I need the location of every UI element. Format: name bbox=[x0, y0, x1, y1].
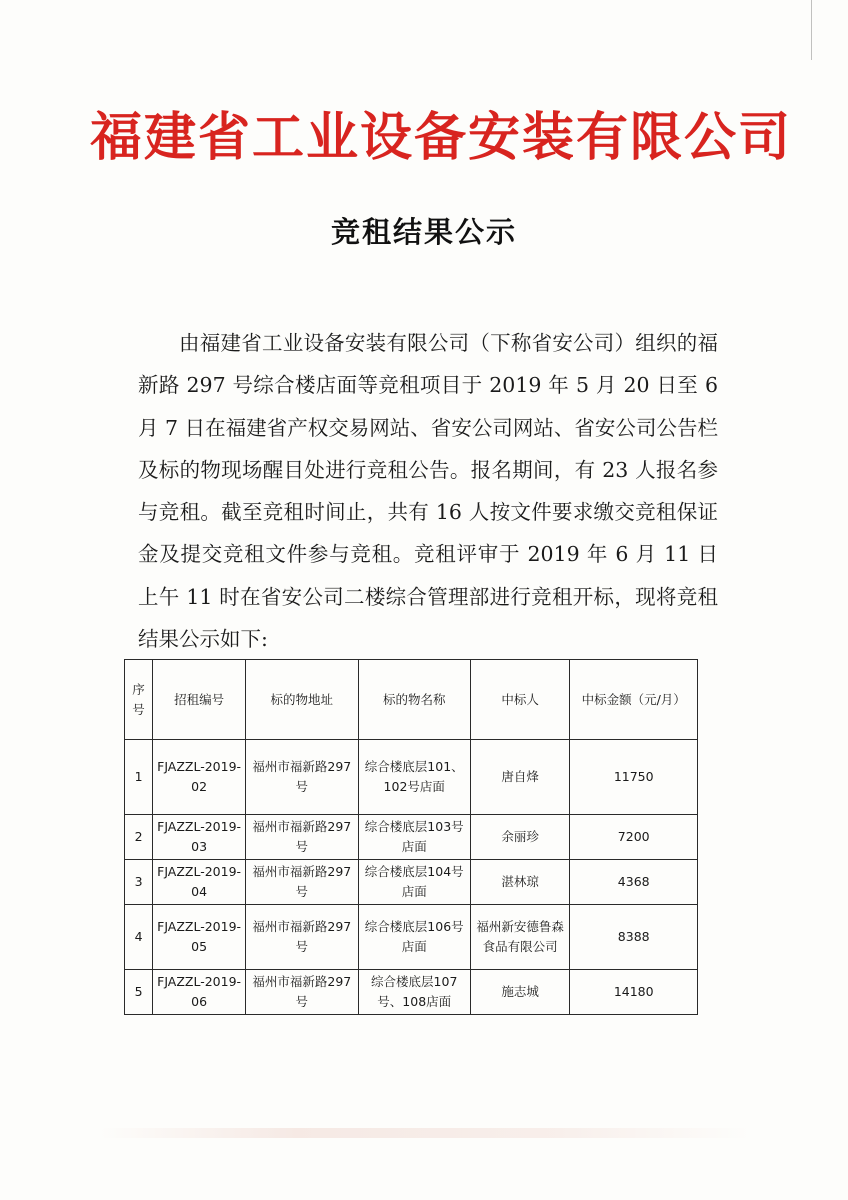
cell-amount: 7200 bbox=[570, 815, 698, 860]
body-paragraph: 由福建省工业设备安装有限公司（下称省安公司）组织的福新路 297 号综合楼店面等竞租项目于 2019 年 5 月 20 日至 6 月 7 日在福建省产权交易网站、省安公司网站、省安公司公告栏及标的物现场醒目处进行竞租公告。报名期间，有 23 人报名参与竞租。截至竞租时间止，共有 16 人按文件要求缴交竞租保证金及提交竞租文件参与竞租。竞租评审于 2019 年 6 月 11 日上午 11 时在省安公司二楼综合管理部进行竞租开标，现将竞租结果公示如下: bbox=[138, 331, 718, 652]
document-title: 竞租结果公示 bbox=[330, 215, 517, 249]
cell-code: FJAZZL-2019-06 bbox=[153, 970, 246, 1015]
cell-name: 综合楼底层107号、108店面 bbox=[358, 970, 470, 1015]
cell-seq: 3 bbox=[125, 860, 153, 905]
table-header-row bbox=[125, 660, 698, 740]
table-row bbox=[125, 740, 698, 815]
cell-code: FJAZZL-2019-03 bbox=[153, 815, 246, 860]
cell-winner: 福州新安德鲁森食品有限公司 bbox=[470, 905, 569, 970]
cell-address: 福州市福新路297号 bbox=[246, 970, 358, 1015]
cell-winner: 唐自烽 bbox=[470, 740, 569, 815]
header-address: 标的物地址 bbox=[246, 660, 358, 740]
header-code: 招租编号 bbox=[153, 660, 246, 740]
cell-code: FJAZZL-2019-04 bbox=[153, 860, 246, 905]
cell-amount: 11750 bbox=[570, 740, 698, 815]
table-row bbox=[125, 860, 698, 905]
company-letterhead: 福建省工业设备安装有限公司 bbox=[90, 107, 793, 168]
header-seq: 序号 bbox=[125, 660, 153, 740]
table-row bbox=[125, 905, 698, 970]
cell-code: FJAZZL-2019-02 bbox=[153, 740, 246, 815]
scan-stain bbox=[100, 1128, 750, 1138]
cell-address: 福州市福新路297号 bbox=[246, 905, 358, 970]
cell-winner: 施志城 bbox=[470, 970, 569, 1015]
cell-address: 福州市福新路297号 bbox=[246, 815, 358, 860]
results-table bbox=[124, 659, 698, 1015]
table-row bbox=[125, 815, 698, 860]
cell-name: 综合楼底层104号店面 bbox=[358, 860, 470, 905]
cell-seq: 4 bbox=[125, 905, 153, 970]
cell-name: 综合楼底层101、102号店面 bbox=[358, 740, 470, 815]
cell-amount: 8388 bbox=[570, 905, 698, 970]
cell-code: FJAZZL-2019-05 bbox=[153, 905, 246, 970]
scan-edge-line bbox=[811, 0, 812, 60]
cell-amount: 4368 bbox=[570, 860, 698, 905]
cell-winner: 余丽珍 bbox=[470, 815, 569, 860]
cell-seq: 1 bbox=[125, 740, 153, 815]
cell-address: 福州市福新路297号 bbox=[246, 860, 358, 905]
header-winner: 中标人 bbox=[470, 660, 569, 740]
cell-winner: 湛林琼 bbox=[470, 860, 569, 905]
header-name: 标的物名称 bbox=[358, 660, 470, 740]
header-amount: 中标金额（元/月） bbox=[570, 660, 698, 740]
table-row bbox=[125, 970, 698, 1015]
cell-amount: 14180 bbox=[570, 970, 698, 1015]
cell-name: 综合楼底层106号店面 bbox=[358, 905, 470, 970]
cell-seq: 2 bbox=[125, 815, 153, 860]
cell-address: 福州市福新路297号 bbox=[246, 740, 358, 815]
cell-name: 综合楼底层103号店面 bbox=[358, 815, 470, 860]
cell-seq: 5 bbox=[125, 970, 153, 1015]
